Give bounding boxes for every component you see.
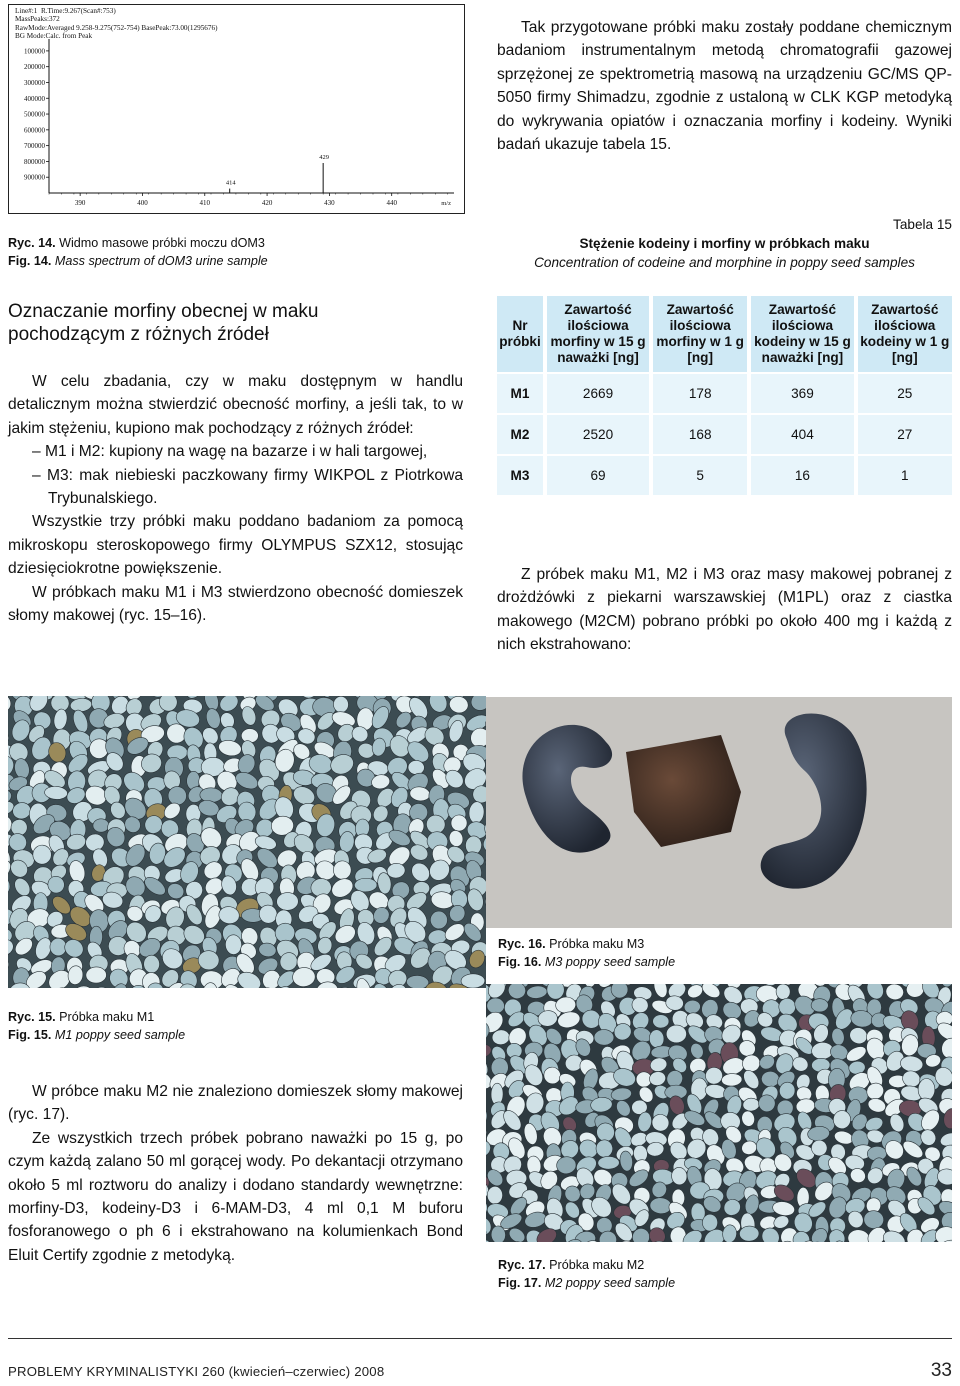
table-cell: 5: [651, 455, 749, 496]
fig15-caption: [8, 1008, 308, 1044]
caption-label: Fig. 17.: [498, 1276, 542, 1290]
caption-text: Próbka maku M2: [549, 1258, 645, 1272]
bottom-left-text: [8, 1080, 463, 1267]
poppy-seed-shape: [486, 1153, 488, 1174]
table-row: [497, 455, 952, 496]
m2-poppy-seed-photo: [486, 984, 952, 1242]
y-tick-label: 200000: [24, 63, 45, 72]
seed-shapes: [486, 697, 952, 928]
poppy-seed-shape: [485, 926, 486, 946]
poppy-seed-shape: [200, 787, 223, 802]
caption-label: Fig. 14.: [8, 254, 52, 268]
footer-rule: [8, 1338, 952, 1339]
caption-text: Widmo masowe próbki moczu dOM3: [59, 236, 265, 250]
poppy-seed-shape: [740, 984, 763, 986]
table-cell: 404: [749, 414, 855, 455]
paragraph-text: Ze wszystkich trzech próbek pobrano naważki po 15 g, po czym każdą zalano 50 ml gorącej wody. Po dekantacji otrzymano około 5 ml roztworu do analizy i dodano standardy wewnętrzne: morfiny-D3, kodeiny-D3 i 6-MAM-D3, 4 ml 0,1 M buforu fosforanowego o ph 6 i ekstrahowano na kolumienkach Bond Eluit Certify zgodnie z metodyką.: [8, 1129, 463, 1264]
caption-label: Fig. 16.: [498, 955, 542, 969]
poppy-seed-shape: [885, 984, 905, 1001]
spectrum-info-line: RawMode:Averaged 9.258-9.275(752-754) BasePeak:73.00(1295676): [15, 23, 218, 32]
poppy-seed-shape: [316, 936, 333, 955]
poppy-seed-shape: [486, 1043, 493, 1059]
poppy-seed-shape: [8, 965, 11, 988]
poppy-seed-shape: [426, 696, 450, 715]
poppy-seed-shape: [847, 1025, 869, 1046]
m1-poppy-seed-photo: [8, 696, 486, 988]
poppy-seed-shape: [721, 1073, 742, 1087]
poppy-seed-shape: [689, 1041, 706, 1060]
poppy-seed-shape: [649, 1029, 664, 1047]
x-axis-unit: m/z: [441, 200, 451, 207]
poppy-seed-shape: [50, 938, 67, 956]
poppy-seed-shape: [11, 875, 33, 898]
poppy-seed-shape: [598, 1156, 620, 1169]
poppy-seed-shape: [276, 892, 298, 910]
poppy-seed-shape: [8, 953, 12, 979]
table-header: Zawartość ilościowa morfiny w 1 g [ng]: [651, 296, 749, 373]
spectrum-info-line: MassPeaks:372: [15, 15, 60, 24]
sources-list: [8, 440, 463, 510]
poppy-seed-shape: [204, 707, 222, 730]
poppy-seed-shape: [8, 937, 16, 958]
table-cell: 2520: [545, 414, 651, 455]
caption-text: Próbka maku M1: [59, 1010, 155, 1024]
caption-label: Ryc. 17.: [498, 1258, 546, 1272]
poppy-seed-shape: [918, 1078, 935, 1100]
table-header: Nr próbki: [497, 296, 545, 373]
caption-text-en: Mass spectrum of dOM3 urine sample: [54, 254, 268, 268]
x-tick-label: 390: [74, 199, 86, 207]
poppy-seed-shape: [468, 801, 485, 824]
poppy-seed-shape: [84, 832, 106, 853]
extraction-paragraph: [497, 563, 952, 657]
seed-texture: [486, 984, 952, 1242]
table-cell: 16: [749, 455, 855, 496]
fig17-caption: [498, 1256, 798, 1292]
poppy-seed-shape: [469, 696, 486, 713]
poppy-seed-shape: [684, 999, 701, 1014]
poppy-seed-shape: [276, 696, 300, 698]
section-heading: Oznaczanie morfiny obecnej w maku pochodzącym z różnych źródeł: [8, 301, 319, 345]
table-header: Zawartość ilościowa kodeiny w 1 g [ng]: [856, 296, 952, 373]
paragraph-text: Z próbek maku M1, M2 i M3 oraz masy makowej pobranej z drożdżówki z piekarni warszawskiej (M1PL) oraz z ciastka makowego (M2CM) pobrano próbki po około 400 mg i każdą z nich ekstrahowano:: [497, 566, 952, 654]
list-item: – M1 i M2: kupiony na wagę na bazarze i w hali targowej,: [32, 443, 428, 461]
list-item: – M3: mak niebieski paczkowany firmy WIKPOL z Piotrkowa Trybunalskiego.: [32, 466, 463, 508]
poppy-seed-shape: [53, 708, 69, 731]
poppy-seed-shape: [652, 984, 670, 999]
table-cell: 168: [651, 414, 749, 455]
poppy-seed-shape: [143, 955, 160, 974]
poppy-seed-shape: [487, 1186, 503, 1204]
table-cell: 2669: [545, 373, 651, 414]
table-cell: M3: [497, 455, 545, 496]
poppy-seed-shape: [487, 998, 505, 1014]
caption-label: Ryc. 15.: [8, 1010, 56, 1024]
caption-text-en: M1 poppy seed sample: [54, 1028, 186, 1042]
spectrum-plot: [9, 5, 464, 213]
caption-label: Fig. 15.: [8, 1028, 52, 1042]
poppy-seed-shape: [702, 1214, 718, 1231]
table-row: [497, 414, 952, 455]
poppy-seed-shape: [847, 1229, 870, 1242]
peak-label: 429: [319, 154, 330, 161]
concentration-table: [497, 296, 952, 497]
poppy-seed-shape: [795, 1097, 816, 1114]
poppy-seed-shape: [430, 911, 448, 930]
poppy-seed-shape: [486, 1104, 490, 1131]
caption-label: Ryc. 14.: [8, 236, 56, 250]
y-tick-label: 700000: [24, 142, 45, 151]
x-tick-label: 420: [261, 199, 273, 207]
caption-label: Ryc. 16.: [498, 937, 546, 951]
paragraph-text: Wszystkie trzy próbki maku poddano badaniom za pomocą mikroskopu steroskopowego firmy OLYMPUS SZX12, stosując dziesięciokrotne powiększenie.: [8, 513, 463, 578]
poppy-seed-shape: [811, 999, 828, 1012]
left-column-text: [8, 370, 463, 627]
table-header-row: [497, 296, 952, 373]
poppy-seed-shape: [594, 1029, 614, 1045]
paragraph-text: W próbce maku M2 nie znaleziono domieszek słomy makowej (ryc. 17).: [8, 1083, 463, 1124]
paragraph-text: Tak przygotowane próbki maku zostały poddane chemicznym badaniom instrumentalnym metodą chromatografii gazowej sprzężonej ze spektrometrią masową na urządzeniu GC/MS QP-5050 firmy Shimadzu, zgodnie z ustaloną w CLK KGP metodyką do wykrywania opiatów i oznaczania morfiny i kodeiny. Wyniki badań ukazuje tabela 15.: [497, 19, 952, 154]
peak-label: 414: [225, 179, 236, 187]
x-tick-label: 400: [137, 199, 148, 207]
poppy-seed-shape: [740, 1110, 756, 1128]
poppy-seed-shape: [761, 713, 867, 888]
poppy-seed-shape: [507, 984, 527, 1000]
table-cell: M1: [497, 373, 545, 414]
y-tick-label: 900000: [24, 173, 45, 182]
m3-poppy-seed-photo: [486, 697, 952, 928]
poppy-seed-shape: [448, 829, 465, 848]
poppy-seed-shape: [217, 696, 242, 715]
poppy-seed-shape: [632, 984, 652, 985]
table-title-en: Concentration of codeine and morphine in poppy seed samples: [534, 255, 915, 270]
seed-texture: [8, 696, 486, 988]
y-tick-label: 800000: [24, 157, 45, 166]
table15: [497, 296, 952, 497]
poppy-seed-shape: [830, 1027, 845, 1046]
poppy-seed-shape: [292, 967, 316, 988]
poppy-seed-shape: [739, 1226, 759, 1242]
y-tick-label: 400000: [24, 94, 45, 103]
poppy-seed-shape: [8, 722, 12, 747]
table-cell: 1: [856, 455, 952, 496]
poppy-seed-shape: [93, 819, 109, 833]
poppy-seed-shape: [70, 697, 93, 712]
poppy-seed-shape: [649, 1197, 672, 1214]
table-cell: 178: [651, 373, 749, 414]
footer-journal: PROBLEMY KRYMINALISTYKI 260 (kwiecień–czerwiec) 2008: [8, 1364, 385, 1379]
table-title: Stężenie kodeiny i morfiny w próbkach maku: [579, 236, 870, 251]
poppy-seed-shape: [761, 1071, 780, 1088]
table-cell: 69: [545, 455, 651, 496]
caption-text-en: M2 poppy seed sample: [544, 1276, 676, 1290]
poppy-seed-shape: [354, 878, 377, 892]
intro-paragraph: [497, 16, 952, 156]
x-tick-label: 410: [199, 199, 211, 207]
mass-spectrum-chart: [8, 4, 465, 214]
table-header: Zawartość ilościowa morfiny w 15 g naważki [ng]: [545, 296, 651, 373]
x-tick-label: 440: [386, 199, 397, 207]
poppy-seed-shape: [225, 935, 242, 955]
poppy-seed-shape: [406, 975, 429, 988]
caption-text-en: M3 poppy seed sample: [544, 955, 676, 969]
fig14-caption: [8, 234, 468, 270]
table-cell: 27: [856, 414, 952, 455]
poppy-seed-shape: [666, 1025, 686, 1043]
poppy-seed-shape: [863, 1210, 884, 1230]
paragraph-text: W próbkach maku M1 i M3 stwierdzono obecność domieszek słomy makowej (ryc. 15–16).: [8, 583, 463, 625]
poppy-seed-shape: [71, 708, 91, 734]
poppy-seed-shape: [699, 984, 722, 1001]
table-header: Zawartość ilościowa kodeiny w 15 g naważki [ng]: [749, 296, 855, 373]
poppy-seed-shape: [614, 1098, 633, 1119]
poppy-seed-shape: [595, 1139, 613, 1158]
caption-text: Próbka maku M3: [549, 937, 645, 951]
table-label: Tabela 15: [893, 217, 952, 232]
y-tick-label: 300000: [24, 78, 45, 87]
poppy-seed-shape: [526, 985, 548, 999]
poppy-straw-fragment: [626, 735, 741, 847]
page-number: 33: [930, 1360, 952, 1381]
poppy-seed-shape: [8, 696, 14, 715]
spectrum-info-line: Line#:1 R.Time:9.267(Scan#:753): [15, 7, 116, 15]
fig16-caption: [498, 935, 798, 971]
poppy-seed-shape: [649, 1111, 672, 1134]
poppy-seed-shape: [217, 738, 242, 757]
paragraph-text: W celu zbadania, czy w maku dostępnym w handlu detalicznym można stwierdzić obecność morfiny, a jeśli tak, to w jakim stężeniu, kupiono mak pochodzący z różnych źródeł:: [8, 373, 463, 437]
y-tick-label: 500000: [24, 110, 45, 119]
poppy-seed-shape: [371, 803, 391, 824]
poppy-seed-shape: [86, 967, 107, 984]
poppy-seed-shape: [547, 984, 564, 999]
table-cell: 369: [749, 373, 855, 414]
spectrum-info-line: BG Mode:Calc. from Peak: [15, 32, 93, 41]
table15-caption: [497, 216, 952, 272]
x-tick-label: 430: [324, 199, 335, 207]
y-tick-label: 600000: [24, 126, 45, 135]
poppy-seed-shape: [653, 1015, 669, 1029]
table-row: [497, 373, 952, 414]
poppy-seed-shape: [522, 725, 612, 853]
y-tick-label: 100000: [24, 47, 45, 56]
poppy-seed-shape: [89, 984, 113, 988]
table-cell: 25: [856, 373, 952, 414]
table-cell: M2: [497, 414, 545, 455]
